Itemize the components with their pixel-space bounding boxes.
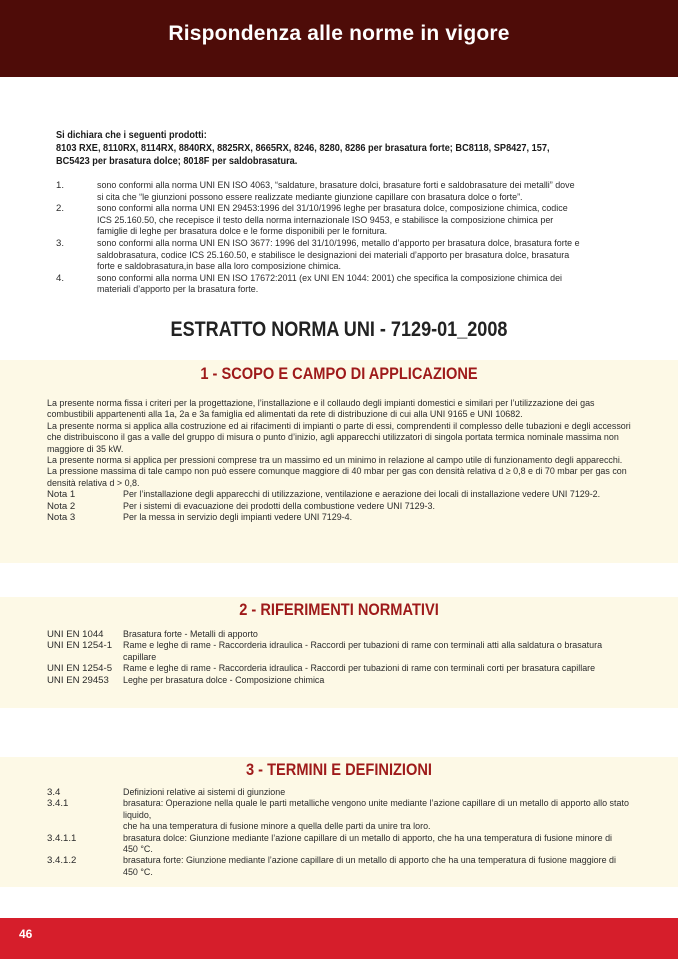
note-row bbox=[47, 501, 667, 512]
note-row bbox=[47, 512, 667, 523]
list-item-text: sono conformi alla norma UNI EN ISO 17672:2011 (ex UNI EN 1044: 2001) che specifica la composizione chimica dei materiali d’apporto per la brasatura forte. bbox=[97, 272, 563, 296]
note-text: Per la messa in servizio degli impianti vedere UNI 7129-4. bbox=[123, 512, 353, 524]
list-item-text: sono conformi alla norma UNI EN ISO 3677: 1996 del 31/10/1996, metallo d’apporto per brasatura dolce, brasatura forte e saldobrasatura, codice ICS 25.160.50, e stabilisce le designazioni dei materiali d’apporto per brasatura dolce, brasatura forte e saldobrasatura,in base alla loro composizione chimica. bbox=[97, 237, 580, 273]
definition-code: 3.4.1.2 bbox=[47, 855, 77, 867]
list-item-number: 2. bbox=[56, 203, 65, 215]
declaration-list bbox=[56, 180, 616, 296]
section-2-body bbox=[47, 629, 667, 686]
list-item-number: 3. bbox=[56, 237, 65, 249]
list-item-number: 4. bbox=[56, 272, 65, 284]
definition-text: brasatura forte: Giunzione mediante l’azione capillare di un metallo di apporto che ha una temperatura di fusione maggiore di 450 °C. bbox=[123, 855, 617, 878]
definition-code: 3.4.1.1 bbox=[47, 832, 77, 844]
definition-code: 3.4 bbox=[47, 787, 61, 798]
footer-bar bbox=[0, 918, 678, 959]
section-3-body bbox=[47, 787, 667, 878]
section-1-title: 1 - SCOPO E CAMPO DI APPLICAZIONE bbox=[200, 364, 478, 383]
estratto-title: ESTRATTO NORMA UNI - 7129-01_2008 bbox=[170, 318, 508, 341]
note-label: Nota 3 bbox=[47, 512, 76, 524]
reference-row bbox=[47, 629, 667, 640]
definition-row bbox=[47, 821, 667, 832]
note-label: Nota 1 bbox=[47, 489, 76, 501]
section-3-title: 3 - TERMINI E DEFINIZIONI bbox=[245, 760, 433, 779]
page-header bbox=[0, 0, 678, 77]
definition-text: brasatura: Operazione nella quale le parti metalliche vengono unite mediante l’azione capillare di un metallo di apporto allo stato liquido, bbox=[123, 798, 629, 821]
note-text: Per i sistemi di evacuazione dei prodotti della combustione vedere UNI 7129-3. bbox=[123, 500, 435, 512]
reference-row bbox=[47, 675, 667, 686]
intro-line: 8103 RXE, 8110RX, 8114RX, 8840RX, 8825RX, 8665RX, 8246, 8280, 8286 per brasatura forte; BC8118, SP8427, 157, bbox=[56, 143, 550, 154]
list-item bbox=[56, 180, 616, 203]
reference-text: Leghe per brasatura dolce - Composizione chimica bbox=[123, 674, 325, 686]
paragraph: La pressione massima di tale campo non può essere comunque maggiore di 40 mbar per gas con densità relativa d ≥ 0,8 e di 70 mbar per gas con densità relativa d > 0,8. bbox=[47, 466, 627, 489]
paragraph: La presente norma fissa i criteri per la progettazione, l’installazione e il collaudo degli impianti domestici e similari per l’utilizzazione dei gas combustibili appartenenti alla 1a, 2a e 3a famiglia ed alimentati da rete di distribuzione di cui alla UNI 9165 e UNI 10682. bbox=[47, 398, 595, 421]
note-row bbox=[47, 489, 667, 500]
page-title: Rispondenza alle norme in vigore bbox=[168, 22, 510, 45]
reference-code: UNI EN 29453 bbox=[47, 674, 109, 686]
paragraph: La presente norma si applica per pressioni comprese tra un massimo ed un minimo in relazione al campo utile di funzionamento degli apparecchi. bbox=[47, 455, 623, 467]
paragraph: La presente norma si applica alla costruzione ed ai rifacimenti di impianti o parte di essi, comprendenti il complesso delle tubazioni e degli accessori che distribuiscono il gas a valle del gruppo di misura o punto d’inizio, agli apparecchi utilizzatori di singola portata termica nominale massima non maggiore di 35 kW. bbox=[47, 420, 631, 455]
reference-text: Rame e leghe di rame - Raccorderia idraulica - Raccordi per tubazioni di rame con terminali corti per brasatura capillare bbox=[123, 663, 596, 675]
definition-row bbox=[47, 798, 667, 821]
declaration-intro bbox=[56, 129, 571, 168]
reference-row bbox=[47, 640, 667, 663]
reference-row bbox=[47, 663, 667, 674]
definition-code: 3.4.1 bbox=[47, 798, 69, 810]
section-1-body bbox=[47, 398, 667, 523]
section-2-title: 2 - RIFERIMENTI NORMATIVI bbox=[239, 600, 439, 619]
note-text: Per l’installazione degli apparecchi di utilizzazione, ventilazione e aerazione dei locali di installazione vedere UNI 7129-2. bbox=[123, 489, 601, 501]
intro-line: Si dichiara che i seguenti prodotti: bbox=[56, 130, 207, 141]
reference-code: UNI EN 1254-5 bbox=[47, 663, 113, 675]
list-item bbox=[56, 203, 616, 238]
definition-row bbox=[47, 787, 667, 798]
reference-code: UNI EN 1044 bbox=[47, 629, 104, 640]
definition-text: Definizioni relative ai sistemi di giunzione bbox=[123, 787, 286, 798]
definition-row bbox=[47, 855, 667, 878]
page-number: 46 bbox=[19, 927, 33, 941]
definition-row bbox=[47, 833, 667, 856]
intro-line: BC5423 per brasatura dolce; 8018F per saldobrasatura. bbox=[56, 156, 298, 167]
definition-code bbox=[47, 821, 123, 832]
definition-text: che ha una temperatura di fusione minore a quella delle parti da unire tra loro. bbox=[123, 821, 431, 833]
list-item-text: sono conformi alla norma UNI EN ISO 4063, “saldature, brasature dolci, brasature forti e saldobrasature dei metalli” dove si cita che “le giunzioni possono essere realizzate mediante giunzione capillare con brasatura dolce o forte”. bbox=[97, 180, 575, 203]
reference-text: Brasatura forte - Metalli di apporto bbox=[123, 629, 258, 640]
reference-code: UNI EN 1254-1 bbox=[47, 640, 113, 652]
list-item bbox=[56, 238, 616, 273]
definition-text: brasatura dolce: Giunzione mediante l’azione capillare di un metallo di apporto, che ha una temperatura di fusione minore di 450 °C. bbox=[123, 832, 613, 856]
list-item bbox=[56, 273, 616, 296]
note-label: Nota 2 bbox=[47, 500, 76, 512]
list-item-text: sono conformi alla norma UNI EN 29453:1996 del 31/10/1996 leghe per brasatura dolce, composizione chimica, codice ICS 25.160.50, che recepisce il testo della norma internazionale ISO 9453, e stabilisce la composizione chimica per famiglie di leghe per brasatura dolce e le forme disponibili per le fornitura. bbox=[97, 203, 568, 238]
reference-text: Rame e leghe di rame - Raccorderia idraulica - Raccordi per tubazioni di rame con terminali atti alla saldatura o brasatura capillare bbox=[123, 640, 603, 663]
list-item-number: 1. bbox=[56, 180, 65, 191]
